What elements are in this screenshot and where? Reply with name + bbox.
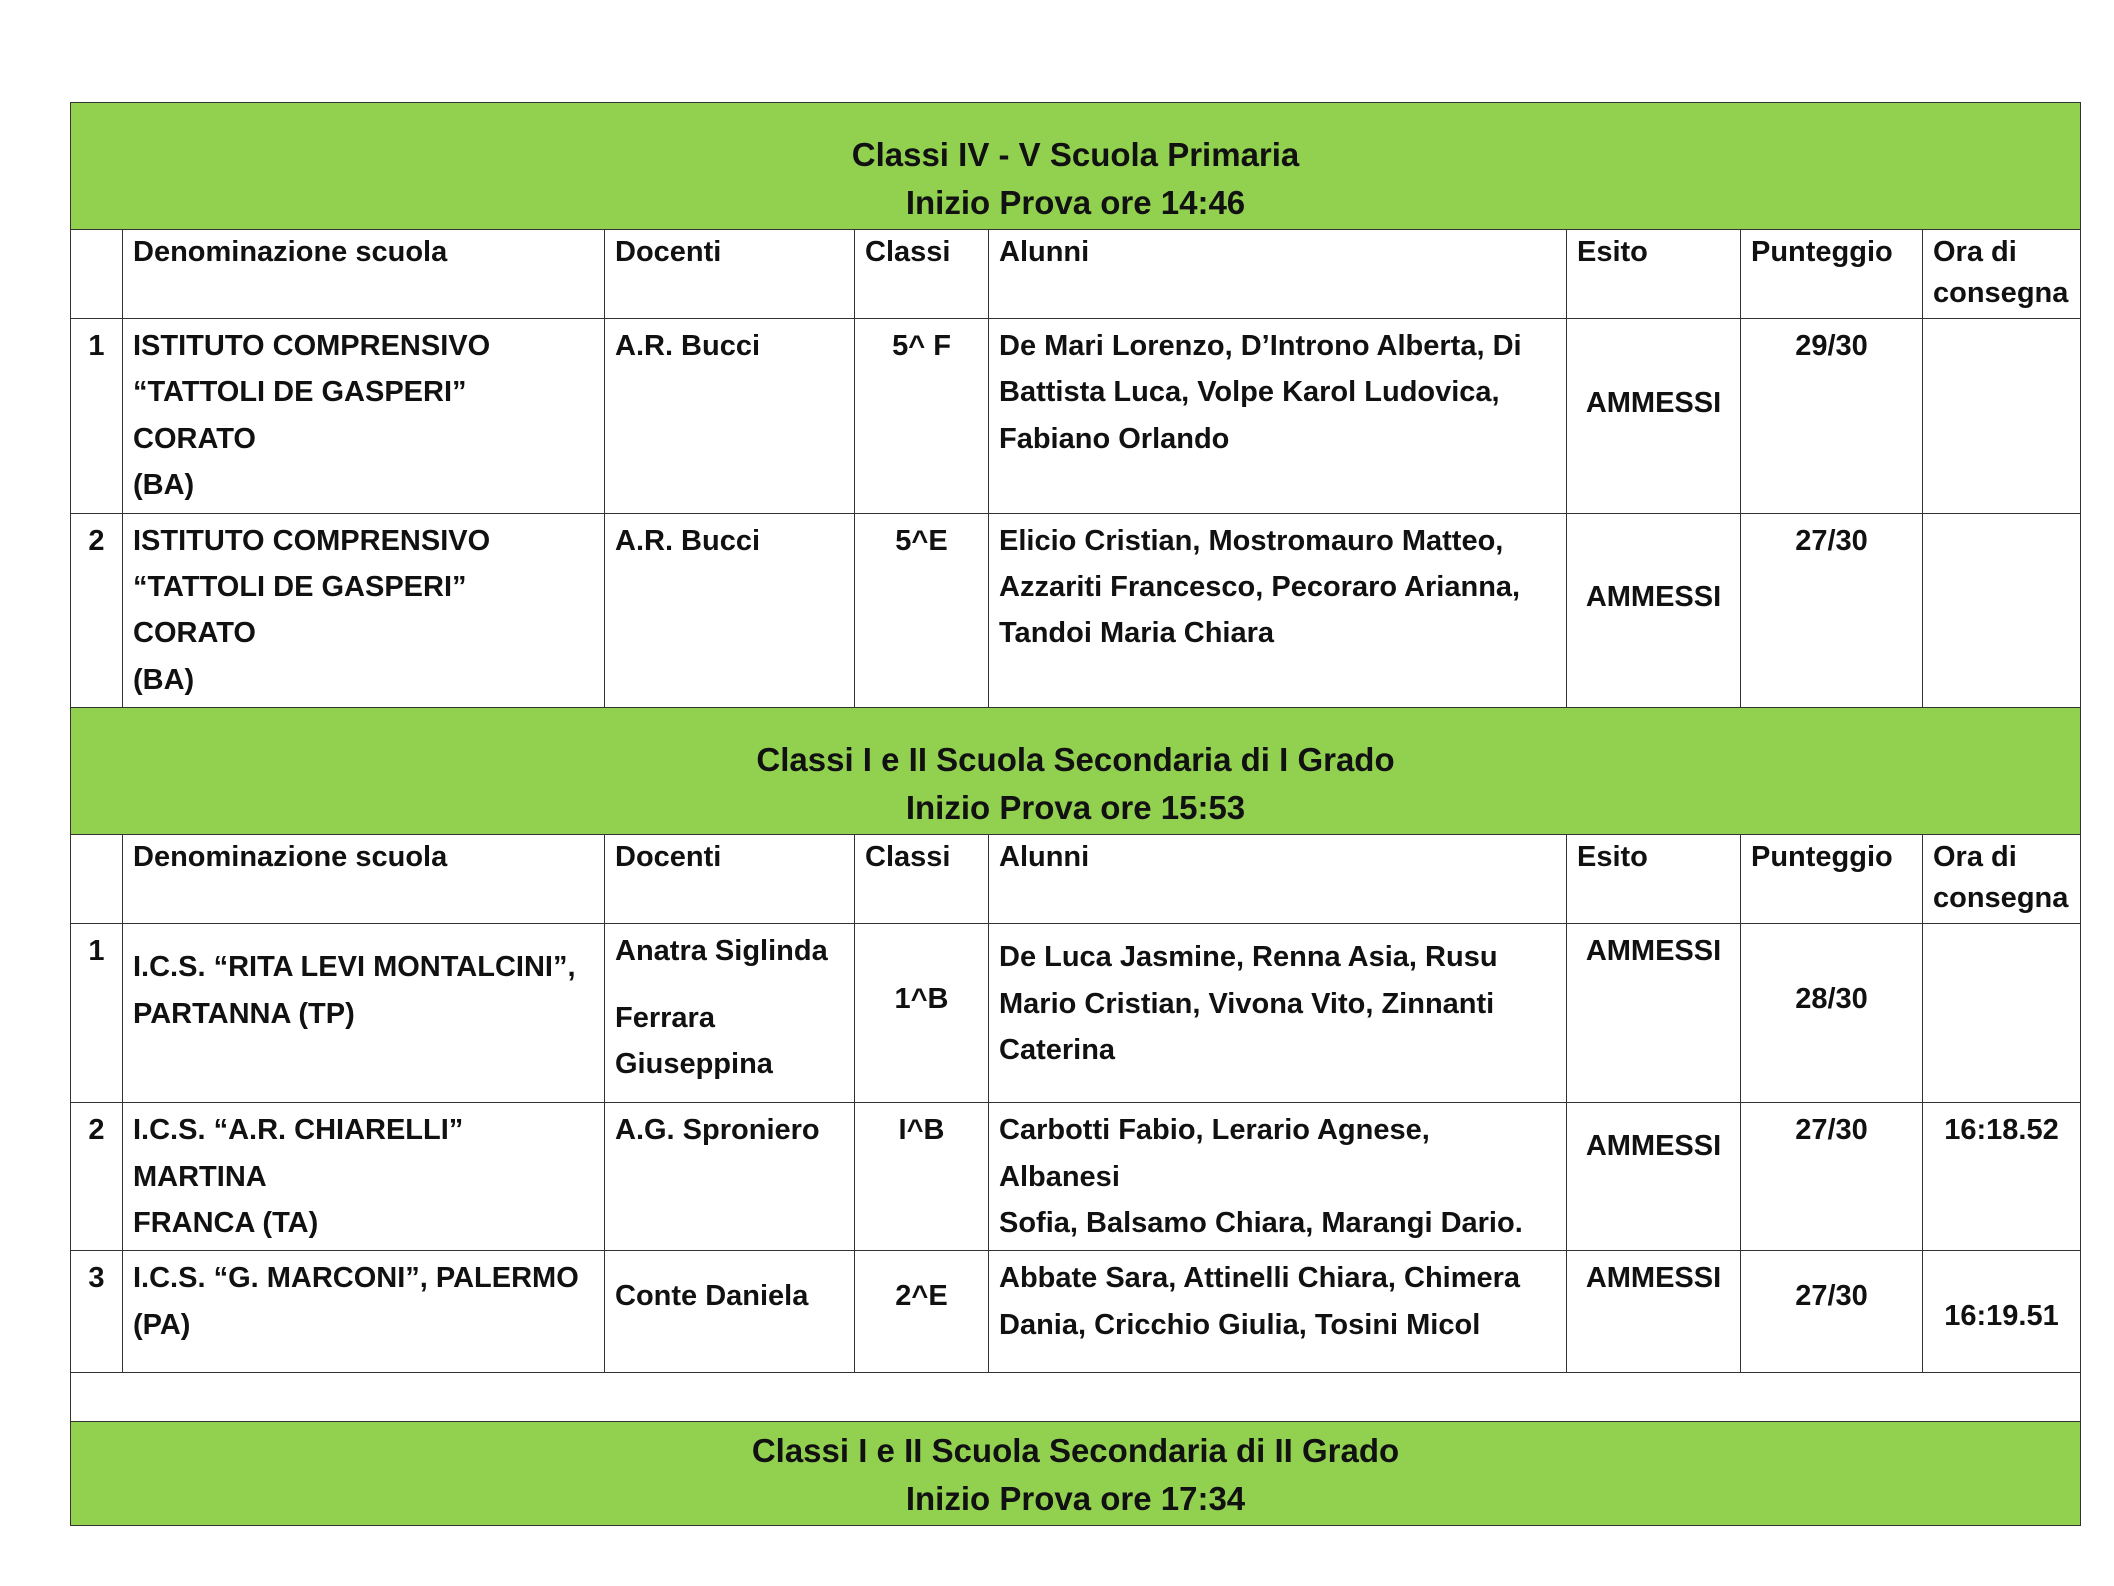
students-line: Battista Luca, Volpe Karol Ludovica, [999, 376, 1500, 409]
school-name-line: ISTITUTO COMPRENSIVO [133, 524, 491, 557]
teacher-name: A.R. Bucci [605, 319, 855, 514]
table-row [71, 924, 2081, 1103]
delivery-time: 16:18.52 [1923, 1103, 2081, 1251]
school-name-line: “TATTOLI DE GASPERI” CORATO [133, 570, 467, 650]
school-name-line: ISTITUTO COMPRENSIVO [133, 330, 491, 362]
school-name-line: PARTANNA (TP) [133, 997, 355, 1030]
row-number: 2 [71, 1103, 123, 1251]
col-header-school: Denominazione scuola [123, 835, 605, 924]
col-header-result: Esito [1567, 835, 1741, 924]
school-name-line: (BA) [133, 663, 195, 696]
col-header-students: Alunni [989, 230, 1567, 319]
delivery-time: 16:19.51 [1923, 1251, 2081, 1373]
col-header-score: Punteggio [1741, 230, 1923, 319]
teacher-names [605, 924, 855, 1103]
row-number: 1 [71, 924, 123, 1103]
students-line: Azzariti Francesco, Pecoraro Arianna, [999, 570, 1521, 603]
col-header-students: Alunni [989, 835, 1567, 924]
delivery-time [1923, 513, 2081, 708]
students-list [989, 513, 1567, 708]
col-header-time [1923, 835, 2081, 924]
class-label: 2^E [855, 1251, 989, 1373]
students-line: Tandoi Maria Chiara [999, 617, 1275, 650]
students-line: Carbotti Fabio, Lerario Agnese, Albanesi [999, 1114, 1430, 1193]
school-name [123, 513, 605, 708]
section-title: Classi IV - V Scuola Primaria [851, 136, 1300, 173]
school-name [123, 1251, 605, 1373]
school-name-line: “TATTOLI DE GASPERI” CORATO [133, 376, 467, 455]
school-name [123, 1103, 605, 1251]
section-start-time: Inizio Prova ore 15:53 [905, 789, 1246, 827]
class-label: 5^E [855, 513, 989, 708]
students-line: Mario Cristian, Vivona Vito, Zinnanti [999, 987, 1495, 1020]
col-header-teachers: Docenti [605, 835, 855, 924]
students-list [989, 1103, 1567, 1251]
result-status: AMMESSI [1567, 924, 1741, 1103]
col-header-time-line2: consegna [1933, 882, 2069, 915]
section-start-time: Inizio Prova ore 14:46 [905, 184, 1246, 221]
section-title: Classi I e II Scuola Secondaria di II Grado [751, 1432, 1400, 1470]
table-row [71, 513, 2081, 708]
section-title-cell [71, 1422, 2081, 1526]
table-row [71, 1251, 2081, 1373]
teacher-name: A.R. Bucci [605, 513, 855, 708]
school-name [123, 924, 605, 1103]
delivery-time [1923, 924, 2081, 1103]
col-header-time-line2: consegna [1933, 277, 2069, 309]
col-header-classes: Classi [855, 230, 989, 319]
col-header-time-line1: Ora di [1933, 841, 2017, 874]
students-line: De Mari Lorenzo, D’Introno Alberta, Di [999, 330, 1522, 362]
col-header-num [71, 835, 123, 924]
col-header-school: Denominazione scuola [123, 230, 605, 319]
row-number: 2 [71, 513, 123, 708]
table-row [71, 1103, 2081, 1251]
teacher-name: Anatra Siglinda [615, 935, 828, 968]
section-header-secondaria-i [71, 708, 2081, 835]
col-header-teachers: Docenti [605, 230, 855, 319]
school-name-line: I.C.S. “G. MARCONI”, PALERMO [133, 1262, 579, 1295]
teacher-name: Conte Daniela [605, 1251, 855, 1373]
section-header-secondaria-ii [71, 1422, 2081, 1526]
score: 29/30 [1741, 319, 1923, 514]
students-line: Dania, Cricchio Giulia, Tosini Micol [999, 1308, 1481, 1341]
col-header-result: Esito [1567, 230, 1741, 319]
students-line: De Luca Jasmine, Renna Asia, Rusu [999, 941, 1498, 974]
school-name-line: I.C.S. “RITA LEVI MONTALCINI”, [133, 951, 576, 984]
students-line: Sofia, Balsamo Chiara, Marangi Dario. [999, 1206, 1523, 1239]
section-title: Classi I e II Scuola Secondaria di I Grado [756, 741, 1395, 779]
class-label: 1^B [855, 924, 989, 1103]
students-line: Abbate Sara, Attinelli Chiara, Chimera [999, 1262, 1521, 1295]
table-row [71, 319, 2081, 514]
class-label: I^B [855, 1103, 989, 1251]
teacher-name: Giuseppina [615, 1047, 773, 1080]
empty-row [71, 1373, 2081, 1422]
students-list [989, 319, 1567, 514]
col-header-classes: Classi [855, 835, 989, 924]
result-status: AMMESSI [1567, 513, 1741, 708]
school-name-line: (BA) [133, 469, 195, 502]
school-name-line: I.C.S. “A.R. CHIARELLI” MARTINA [133, 1114, 464, 1193]
class-label: 5^ F [855, 319, 989, 514]
score: 27/30 [1741, 513, 1923, 708]
col-header-num [71, 230, 123, 319]
row-number: 1 [71, 319, 123, 514]
score: 27/30 [1741, 1251, 1923, 1373]
result-status: AMMESSI [1567, 1251, 1741, 1373]
section-title-cell [71, 103, 2081, 230]
row-number: 3 [71, 1251, 123, 1373]
col-header-score: Punteggio [1741, 835, 1923, 924]
students-list [989, 924, 1567, 1103]
school-name [123, 319, 605, 514]
results-table [70, 102, 2081, 1526]
score: 27/30 [1741, 1103, 1923, 1251]
section-header-primaria [71, 103, 2081, 230]
column-header-row [71, 835, 2081, 924]
school-name-line: FRANCA (TA) [133, 1206, 319, 1239]
school-name-line: (PA) [133, 1308, 191, 1341]
score: 28/30 [1741, 924, 1923, 1103]
students-line: Elicio Cristian, Mostromauro Matteo, [999, 524, 1504, 557]
teacher-name: A.G. Sproniero [605, 1103, 855, 1251]
delivery-time [1923, 319, 2081, 514]
students-line: Caterina [999, 1033, 1116, 1066]
teacher-name: Ferrara [615, 1001, 715, 1034]
section-start-time: Inizio Prova ore 17:34 [905, 1480, 1246, 1518]
students-list [989, 1251, 1567, 1373]
col-header-time-line1: Ora di [1933, 236, 2017, 268]
column-header-row [71, 230, 2081, 319]
students-line: Fabiano Orlando [999, 422, 1230, 455]
col-header-time [1923, 230, 2081, 319]
result-status: AMMESSI [1567, 1103, 1741, 1251]
section-title-cell [71, 708, 2081, 835]
spacer-row [71, 1373, 2081, 1422]
result-status: AMMESSI [1567, 319, 1741, 514]
